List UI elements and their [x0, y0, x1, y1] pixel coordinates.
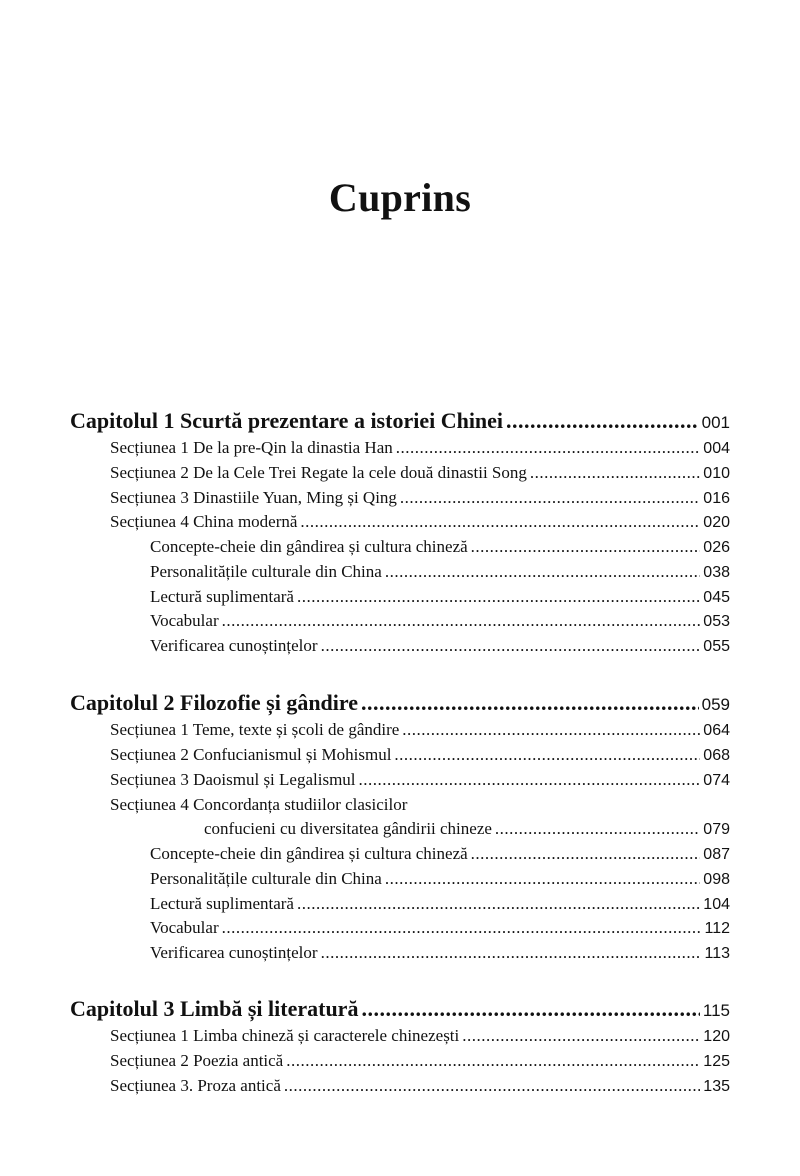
- toc-entry[interactable]: [150, 636, 730, 656]
- dot-leader: [385, 869, 700, 889]
- page-number: 026: [703, 539, 730, 556]
- page-title: Cuprins: [328, 175, 472, 220]
- page-number: 120: [703, 1028, 730, 1045]
- entry-label: Secțiunea 3 Dinastiile Yuan, Ming și Qing: [110, 488, 397, 507]
- page-number: 004: [703, 440, 730, 457]
- dot-leader: [400, 488, 700, 508]
- dot-leader: [297, 587, 700, 607]
- toc-entry[interactable]: [110, 1051, 730, 1071]
- page-number: 112: [704, 920, 730, 937]
- entry-label-continuation: confucieni cu diversitatea gândirii chineze: [204, 819, 492, 838]
- entry-label: Personalitățile culturale din China: [150, 869, 382, 888]
- dot-leader: [396, 438, 701, 458]
- toc-entry[interactable]: [150, 844, 730, 864]
- entry-label: Secțiunea 1 Teme, texte și școli de gândire: [110, 720, 400, 739]
- dot-leader: [495, 819, 700, 839]
- dot-leader: [297, 894, 700, 914]
- toc-entry[interactable]: [150, 918, 730, 938]
- toc-entry[interactable]: [110, 1076, 730, 1096]
- page-number: 059: [701, 695, 730, 714]
- dot-leader: [361, 690, 699, 716]
- page-number: 010: [703, 465, 730, 482]
- toc-entry[interactable]: [110, 438, 730, 458]
- entry-label: Concepte-cheie din gândirea și cultura chineză: [150, 844, 468, 863]
- page-number: 098: [703, 871, 730, 888]
- toc-entry[interactable]: [150, 943, 730, 963]
- dot-leader: [361, 996, 699, 1022]
- toc-chapter-2[interactable]: [70, 690, 730, 716]
- page-number: 053: [703, 613, 730, 630]
- entry-label: Secțiunea 2 Poezia antică: [110, 1051, 284, 1070]
- page-number: 064: [703, 722, 730, 739]
- entry-label: Secțiunea 1 De la pre-Qin la dinastia Han: [110, 438, 393, 457]
- dot-leader: [471, 537, 701, 557]
- toc-entry[interactable]: [150, 894, 730, 914]
- entry-label: Vocabular: [150, 918, 219, 937]
- toc-chapter-1[interactable]: [70, 408, 730, 434]
- page-number: 001: [701, 413, 730, 432]
- entry-label: Personalitățile culturale din China: [150, 562, 382, 581]
- toc-entry[interactable]: [110, 745, 730, 765]
- entry-label: Secțiunea 3. Proza antică: [110, 1076, 281, 1095]
- toc-entry[interactable]: [150, 611, 730, 631]
- dot-leader: [286, 1051, 700, 1071]
- dot-leader: [300, 512, 700, 532]
- toc-entry[interactable]: [110, 488, 730, 508]
- dot-leader: [222, 611, 701, 631]
- page-number: 074: [703, 772, 730, 789]
- page-number: 055: [703, 638, 730, 655]
- entry-label: Secțiunea 3 Daoismul și Legalismul: [110, 770, 356, 789]
- dot-leader: [321, 943, 702, 963]
- dot-leader: [462, 1026, 700, 1046]
- dot-leader: [506, 408, 699, 434]
- page-number: 115: [702, 1001, 730, 1020]
- page-number: 020: [703, 514, 730, 531]
- page-number: 038: [703, 564, 730, 581]
- dot-leader: [471, 844, 701, 864]
- entry-label: Secțiunea 4 China modernă: [110, 512, 298, 531]
- dot-leader: [222, 918, 702, 938]
- toc-entry[interactable]: [204, 819, 730, 839]
- toc-entry[interactable]: [150, 537, 730, 557]
- entry-label: Secțiunea 1 Limba chineză și caracterele chinezești: [110, 1026, 460, 1045]
- toc-entry[interactable]: [110, 770, 730, 790]
- dot-leader: [394, 745, 700, 765]
- entry-label[interactable]: Secțiunea 4 Concordanța studiilor clasicilor: [110, 795, 408, 814]
- toc-entry[interactable]: [110, 463, 730, 483]
- dot-leader: [402, 720, 700, 740]
- toc-entry[interactable]: [110, 720, 730, 740]
- chapter-title: Capitolul 2 Filozofie și gândire: [70, 690, 359, 715]
- entry-label: Verificarea cunoștințelor: [150, 943, 318, 962]
- dot-leader: [321, 636, 701, 656]
- chapter-title: Capitolul 3 Limbă și literatură: [70, 996, 359, 1021]
- page-number: 125: [703, 1053, 730, 1070]
- toc-entry[interactable]: [150, 562, 730, 582]
- chapter-title: Capitolul 1 Scurtă prezentare a istoriei Chinei: [70, 408, 504, 433]
- page-number: 113: [704, 945, 730, 962]
- page-number: 045: [703, 589, 730, 606]
- page-number: 068: [703, 747, 730, 764]
- dot-leader: [284, 1076, 700, 1096]
- toc-chapter-3[interactable]: [70, 996, 730, 1022]
- dot-leader: [359, 770, 701, 790]
- toc-entry[interactable]: [110, 512, 730, 532]
- dot-leader: [385, 562, 700, 582]
- entry-label: Secțiunea 2 Confucianismul și Mohismul: [110, 745, 392, 764]
- toc-entry[interactable]: [110, 1026, 730, 1046]
- entry-label: Secțiunea 2 De la Cele Trei Regate la cele două dinastii Song: [110, 463, 527, 482]
- toc-entry[interactable]: [150, 587, 730, 607]
- page-number: 104: [703, 896, 730, 913]
- entry-label: Lectură suplimentară: [150, 894, 294, 913]
- entry-label: Verificarea cunoștințelor: [150, 636, 318, 655]
- dot-leader: [530, 463, 700, 483]
- page-number: 087: [703, 846, 730, 863]
- entry-label: Vocabular: [150, 611, 219, 630]
- toc-entry[interactable]: [150, 869, 730, 889]
- page-number: 135: [703, 1078, 730, 1095]
- entry-label: Lectură suplimentară: [150, 587, 294, 606]
- entry-label: Concepte-cheie din gândirea și cultura chineză: [150, 537, 468, 556]
- page-number: 016: [703, 490, 730, 507]
- page-number: 079: [703, 821, 730, 838]
